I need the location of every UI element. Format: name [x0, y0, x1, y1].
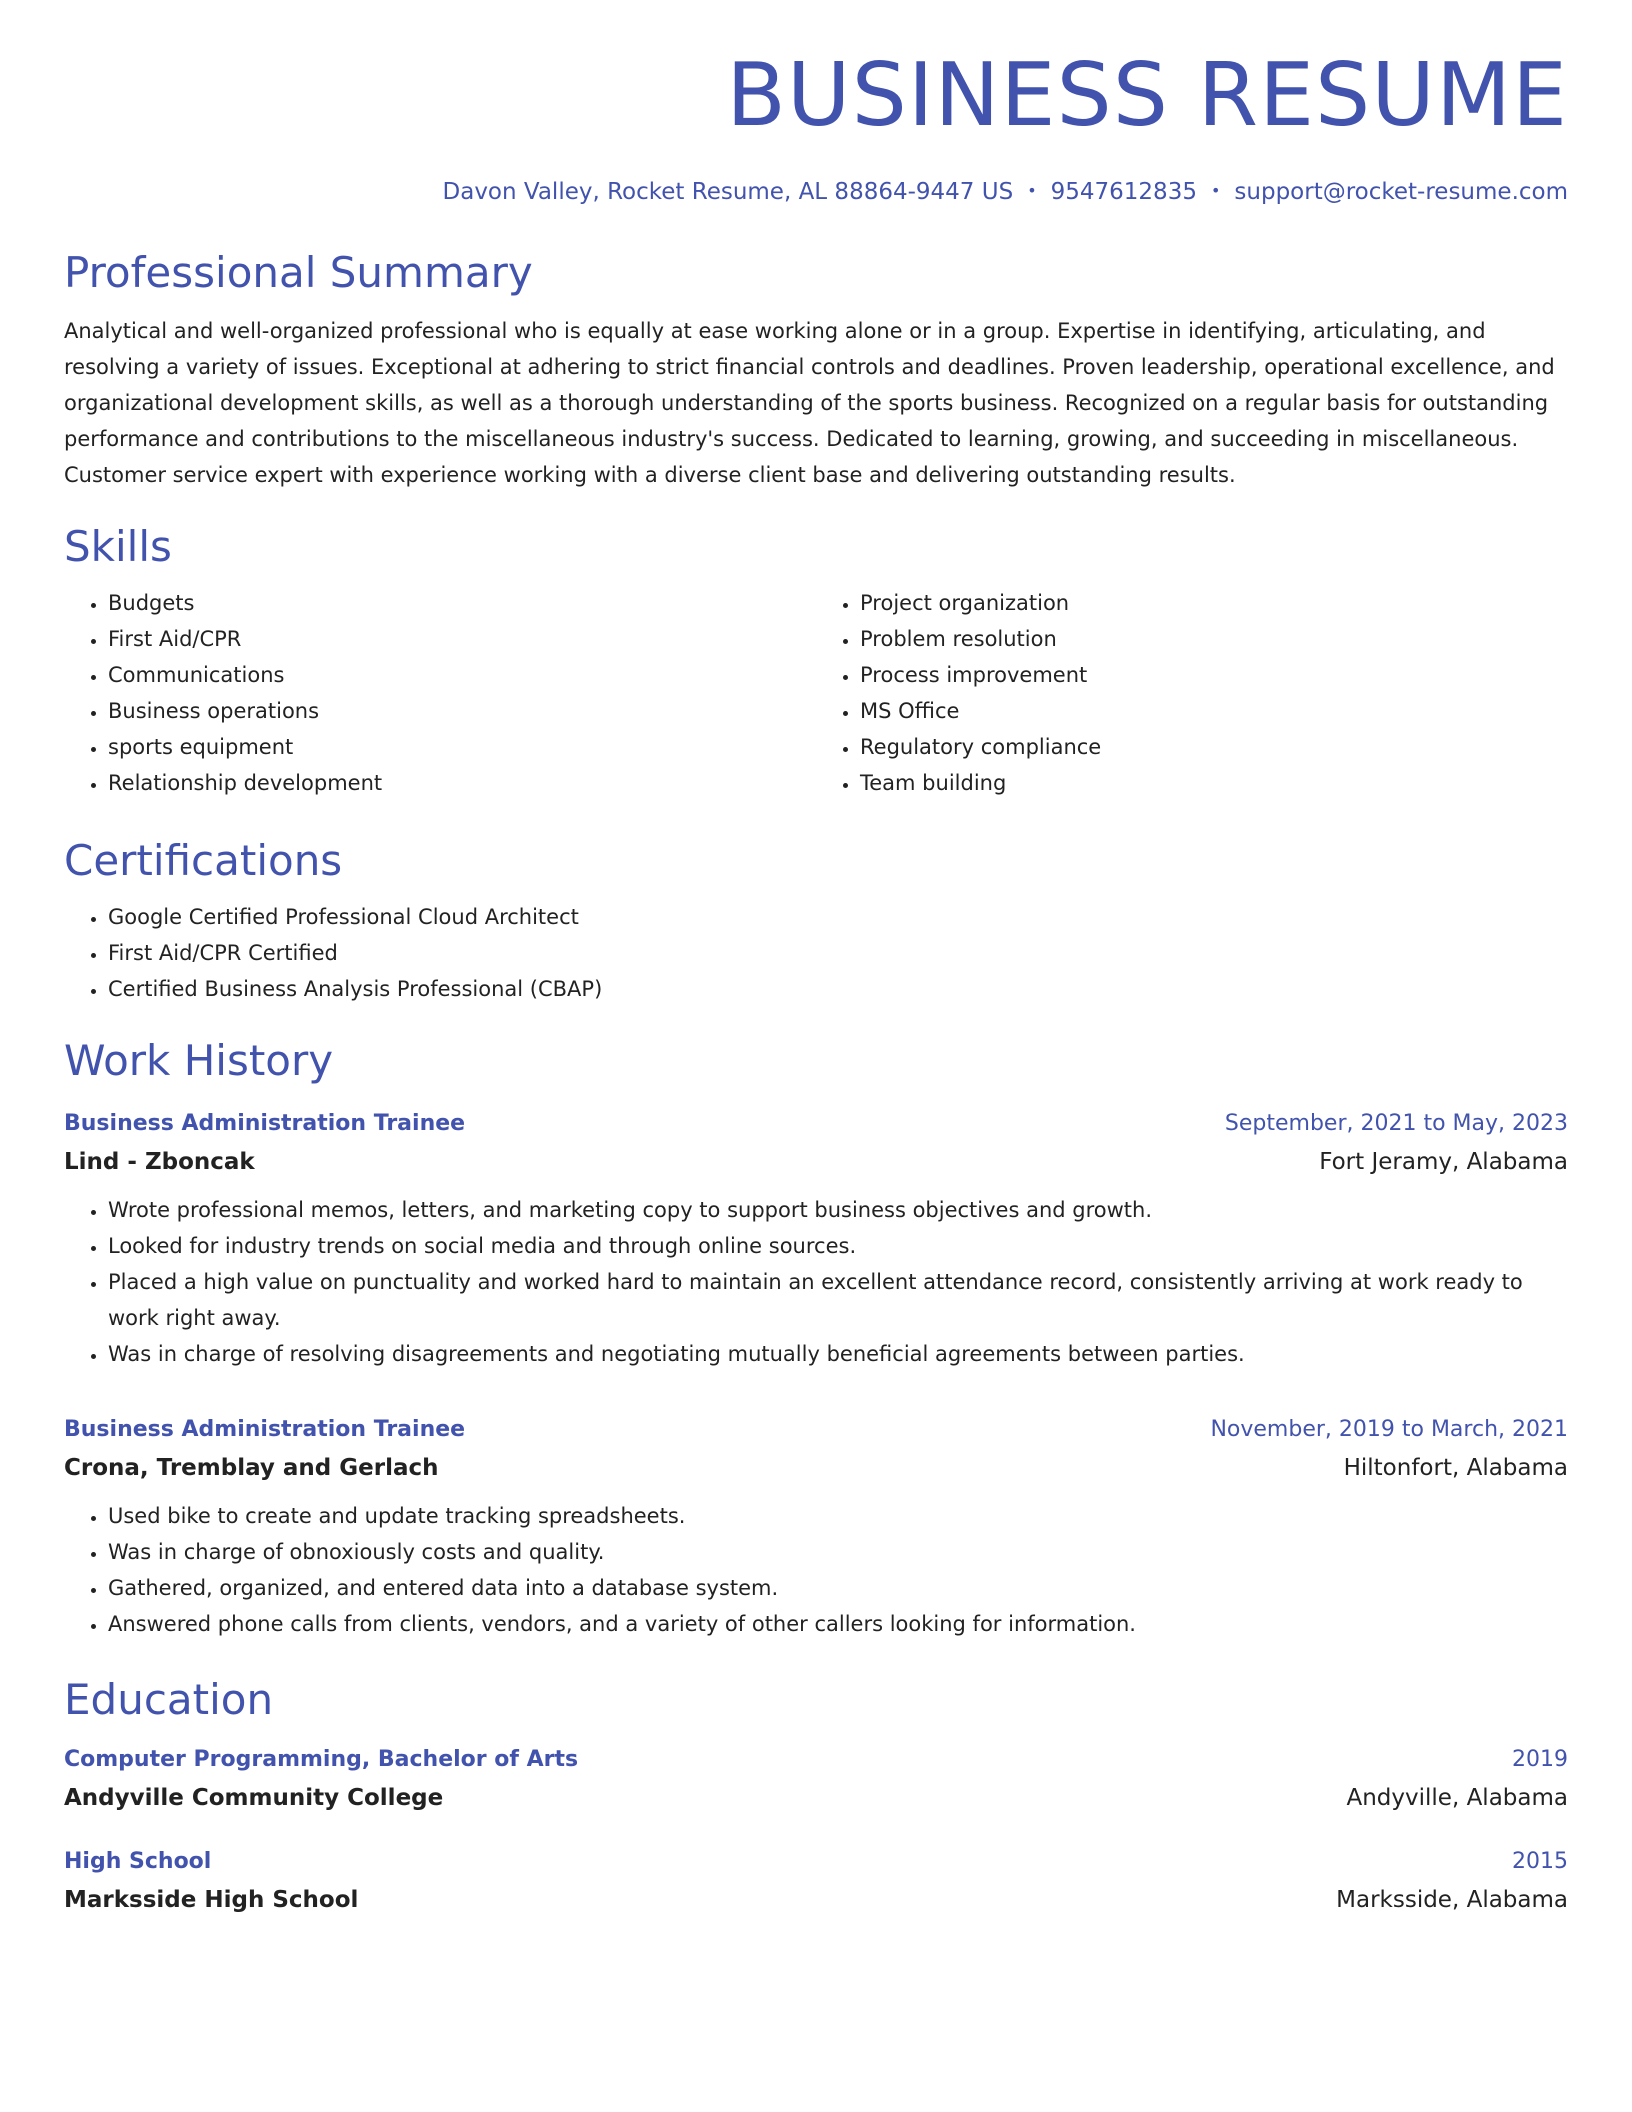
skills-column-left	[64, 585, 816, 801]
section-title-education: Education	[64, 1674, 274, 1724]
education-entry	[64, 1844, 1568, 1920]
summary-text: Analytical and well-organized professional who is equally at ease working alone or in a group. Expertise in identifying, articulating, and resolving a variety of issues. Exceptional at adhering to strict financial controls and deadlines. Proven leadership, operational excellence, and organizational development skills, as well as a thorough understanding of the sports business. Recognized on a regular basis for outstanding performance and contributions to the miscellaneous industry's success. Dedicated to learning, growing, and succeeding in miscellaneous. Customer service expert with experience working with a diverse client base and delivering outstanding results.	[64, 318, 1555, 487]
skills-list-right	[816, 585, 1568, 801]
skill-item: • MS Office	[860, 693, 1568, 729]
professional-summary-section	[64, 249, 1568, 493]
school-name: Andyville Community College	[64, 1785, 444, 1812]
section-title-summary: Professional Summary	[64, 247, 533, 297]
certifications-list	[64, 899, 1568, 1007]
responsibility-item: • Gathered, organized, and entered data into a database system.	[108, 1570, 1568, 1606]
contact-separator: •	[1210, 181, 1221, 200]
job-title: Business Administration Trainee	[64, 1110, 466, 1136]
degree-name: High School	[64, 1849, 212, 1875]
skills-list-left	[64, 585, 816, 801]
contact-line	[64, 179, 1568, 207]
section-title-work: Work History	[64, 1036, 334, 1086]
certification-item: • First Aid/CPR Certified	[108, 935, 1568, 971]
education-entry-subheader	[64, 1880, 1568, 1920]
contact-phone: 9547612835	[1050, 179, 1197, 205]
work-entry	[64, 1412, 1568, 1642]
skills-column-right	[816, 585, 1568, 801]
skill-item: • Communications	[108, 657, 816, 693]
work-entry-header	[64, 1412, 1568, 1448]
skill-item: • Problem resolution	[860, 621, 1568, 657]
education-entry	[64, 1742, 1568, 1818]
responsibility-item: • Placed a high value on punctuality and worked hard to maintain an excellent attendance record, consistently arriving at work ready to work right away.	[108, 1264, 1568, 1336]
responsibility-item: • Was in charge of obnoxiously costs and quality.	[108, 1534, 1568, 1570]
education-entry-header	[64, 1742, 1568, 1778]
job-dates: September, 2021 to May, 2023	[1224, 1110, 1568, 1136]
skills-section	[64, 523, 1568, 801]
skill-item: • Team building	[860, 765, 1568, 801]
school-location: Andyville, Alabama	[1346, 1785, 1568, 1812]
skill-item: • Process improvement	[860, 657, 1568, 693]
skill-item: • sports equipment	[108, 729, 816, 765]
job-responsibilities	[64, 1192, 1568, 1372]
certifications-section	[64, 837, 1568, 1007]
contact-address: Davon Valley, Rocket Resume, AL 88864-9447 US	[442, 179, 1014, 205]
responsibility-item: • Looked for industry trends on social media and through online sources.	[108, 1228, 1568, 1264]
work-entry-subheader	[64, 1142, 1568, 1182]
skill-item: • First Aid/CPR	[108, 621, 816, 657]
responsibility-item: • Wrote professional memos, letters, and marketing copy to support business objectives and growth.	[108, 1192, 1568, 1228]
job-title: Business Administration Trainee	[64, 1416, 466, 1442]
work-entry	[64, 1106, 1568, 1372]
skill-item: • Regulatory compliance	[860, 729, 1568, 765]
skill-item: • Relationship development	[108, 765, 816, 801]
skill-item: • Project organization	[860, 585, 1568, 621]
school-name: Marksside High School	[64, 1887, 359, 1914]
education-entry-subheader	[64, 1778, 1568, 1818]
job-responsibilities	[64, 1498, 1568, 1642]
responsibility-item: • Answered phone calls from clients, vendors, and a variety of other callers looking for information.	[108, 1606, 1568, 1642]
section-title-skills: Skills	[64, 521, 172, 571]
education-entry-header	[64, 1844, 1568, 1880]
job-location: Hiltonfort, Alabama	[1343, 1454, 1568, 1481]
work-entry-header	[64, 1106, 1568, 1142]
responsibility-item: • Used bike to create and update tracking spreadsheets.	[108, 1498, 1568, 1534]
graduation-year: 2015	[1512, 1849, 1568, 1875]
resume-title: BUSINESS RESUME	[726, 44, 1568, 146]
job-location: Fort Jeramy, Alabama	[1319, 1148, 1568, 1175]
contact-separator: •	[1027, 181, 1037, 200]
certification-item: • Google Certified Professional Cloud Architect	[108, 899, 1568, 935]
company-name: Crona, Tremblay and Gerlach	[64, 1454, 439, 1481]
certification-item: • Certified Business Analysis Professional (CBAP)	[108, 971, 1568, 1007]
contact-email[interactable]: support@rocket-resume.com	[1234, 179, 1568, 205]
skills-grid	[64, 585, 1568, 801]
section-title-certifications: Certifications	[64, 836, 343, 886]
work-history-section	[64, 1037, 1568, 1641]
responsibility-item: • Was in charge of resolving disagreements and negotiating mutually beneficial agreements between parties.	[108, 1336, 1568, 1372]
company-name: Lind - Zboncak	[64, 1148, 255, 1175]
work-entry-subheader	[64, 1448, 1568, 1488]
graduation-year: 2019	[1512, 1747, 1568, 1773]
job-dates: November, 2019 to March, 2021	[1210, 1416, 1568, 1442]
education-section	[64, 1676, 1568, 1920]
skill-item: • Business operations	[108, 693, 816, 729]
resume-header	[64, 0, 1568, 207]
degree-name: Computer Programming, Bachelor of Arts	[64, 1747, 579, 1773]
skill-item: • Budgets	[108, 585, 816, 621]
school-location: Marksside, Alabama	[1336, 1887, 1568, 1914]
